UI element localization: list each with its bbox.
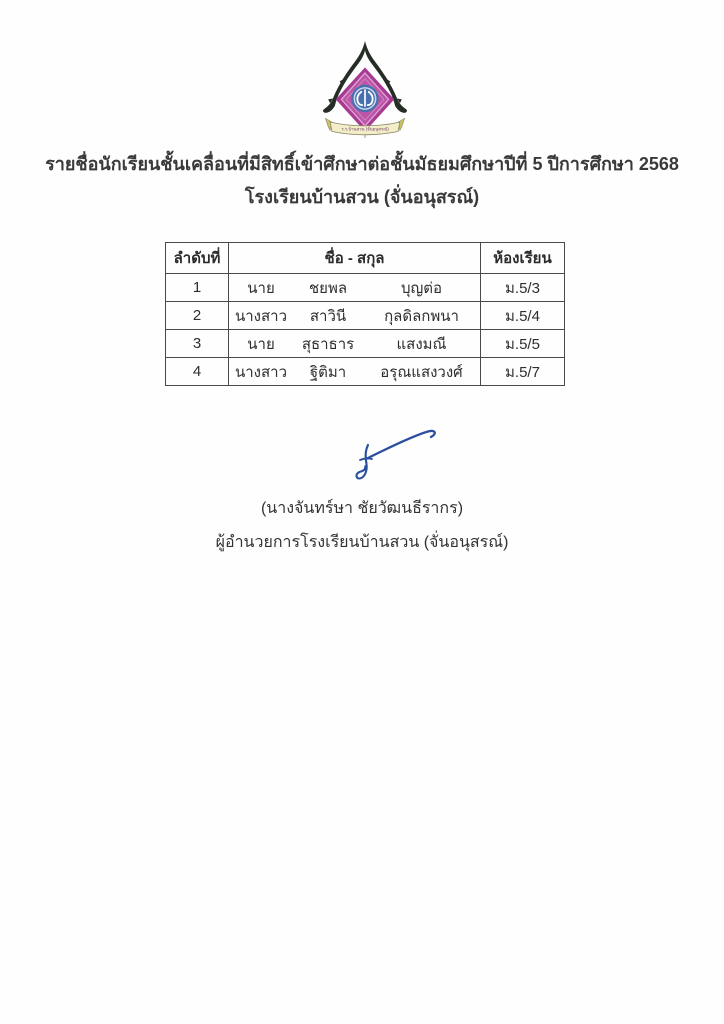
document-title-line2: โรงเรียนบ้านสวน (จั่นอนุสรณ์) — [244, 187, 480, 207]
cell-number: 3 — [166, 330, 229, 358]
cell-classroom: ม.5/5 — [481, 330, 565, 358]
document-title-line1: รายชื่อนักเรียนชั้นเคลื่อนที่มีสิทธิ์เข้าศึกษาต่อชั้นมัธยมศึกษาปีที่ 5 ปีการศึกษา 2568 — [45, 154, 679, 174]
signatory-position: ผู้อำนวยการโรงเรียนบ้านสวน (จั่นอนุสรณ์) — [215, 534, 509, 551]
emblem-banner-text: ร.ร.บ้านสวน (จั่นอนุสรณ์) — [341, 126, 389, 132]
cell-classroom: ม.5/3 — [481, 274, 565, 302]
student-table-body — [166, 274, 565, 386]
signatory-name: (นางจันทร์ษา ชัยวัฒนธีรากร) — [260, 500, 464, 517]
student-prefix: นางสาว — [234, 307, 287, 325]
school-emblem — [317, 40, 413, 140]
student-lastname: กุลดิลกพนา — [384, 307, 459, 325]
cell-name — [229, 302, 481, 330]
student-table — [165, 242, 565, 386]
cell-name — [229, 358, 481, 386]
student-prefix: นาย — [247, 335, 275, 353]
student-table-header — [166, 243, 565, 274]
director-signature-image — [350, 423, 445, 481]
header-cell-classroom: ห้องเรียน — [481, 243, 565, 274]
header-cell-number: ลำดับที่ — [166, 243, 229, 274]
student-lastname: อรุณแสงวงศ์ — [380, 363, 463, 381]
cell-number: 4 — [166, 358, 229, 386]
student-prefix: นาย — [247, 279, 275, 297]
table-row — [166, 358, 565, 386]
cell-name — [229, 274, 481, 302]
cell-classroom: ม.5/4 — [481, 302, 565, 330]
table-row — [166, 302, 565, 330]
student-firstname: สุธาธาร — [301, 335, 355, 353]
student-prefix: นางสาว — [234, 363, 287, 381]
student-firstname: สาวินี — [309, 307, 347, 325]
cell-classroom: ม.5/7 — [481, 358, 565, 386]
table-row — [166, 330, 565, 358]
student-firstname: ชยพล — [308, 279, 348, 297]
emblem-circle-icon — [351, 85, 378, 112]
document-title-block — [0, 148, 724, 214]
student-firstname: ฐิติมา — [309, 363, 347, 381]
student-lastname: แสงมณี — [396, 335, 447, 353]
cell-number: 2 — [166, 302, 229, 330]
student-lastname: บุญต่อ — [400, 279, 443, 297]
cell-number: 1 — [166, 274, 229, 302]
table-row — [166, 274, 565, 302]
header-cell-name: ชื่อ - สกุล — [229, 243, 481, 274]
cell-name — [229, 330, 481, 358]
